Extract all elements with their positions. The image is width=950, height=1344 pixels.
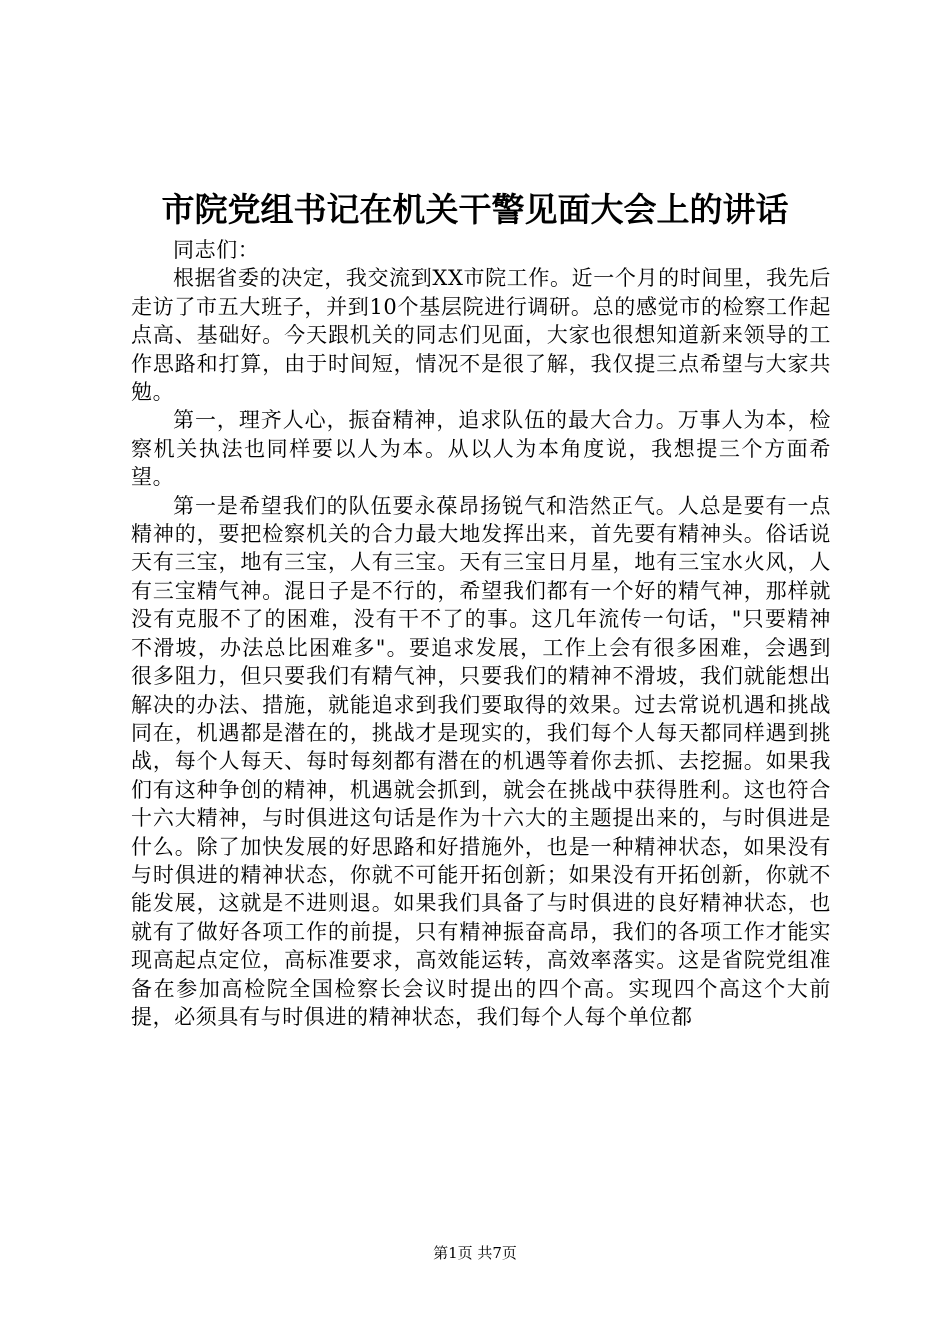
document-title: 市院党组书记在机关干警见面大会上的讲话 xyxy=(161,190,789,229)
paragraph-1: 根据省委的决定，我交流到XX市院工作。近一个月的时间里，我先后走访了市五大班子，并到10个基层院进行调研。总的感觉市的检察工作起点高、基础好。今天跟机关的同志们见面，大家也很想知道新来领导的工作思路和打算，由于时间短，情况不是很了解，我仅提三点希望与大家共勉。 xyxy=(131,266,831,405)
paragraph-2: 第一，理齐人心，振奋精神，追求队伍的最大合力。万事人为本，检察机关执法也同样要以人为本。从以人为本角度说，我想提三个方面希望。 xyxy=(131,408,831,490)
page-footer: 第1页 共7页 xyxy=(433,1244,517,1262)
salutation: 同志们： xyxy=(173,238,260,262)
document-body xyxy=(131,236,831,1031)
paragraph-3: 第一是希望我们的队伍要永葆昂扬锐气和浩然正气。人总是要有一点精神的，要把检察机关的合力最大地发挥出来，首先要有精神头。俗话说天有三宝，地有三宝，人有三宝。天有三宝日月星，地有三宝水火风，人有三宝精气神。混日子是不行的，希望我们都有一个好的精气神，那样就没有克服不了的困难，没有干不了的事。这几年流传一句话，"只要精神不滑坡，办法总比困难多"。要追求发展，工作上会有很多困难，会遇到很多阻力，但只要我们有精气神，只要我们的精神不滑坡，我们就能想出解决的办法、措施，就能追求到我们要取得的效果。过去常说机遇和挑战同在，机遇都是潜在的，挑战才是现实的，我们每个人每天都同样遇到挑战，每个人每天、每时每刻都有潜在的机遇等着你去抓、去挖掘。如果我们有这种争创的精神，机遇就会抓到，就会在挑战中获得胜利。这也符合十六大精神，与时俱进这句话是作为十六大的主题提出来的，与时俱进是什么。除了加快发展的好思路和好措施外，也是一种精神状态，如果没有与时俱进的精神状态，你就不可能开拓创新；如果没有开拓创新，你就不能发展，这就是不进则退。如果我们具备了与时俱进的良好精神状态，也就有了做好各项工作的前提，只有精神振奋高昂，我们的各项工作才能实现高起点定位，高标准要求，高效能运转，高效率落实。这是省院党组准备在参加高检院全国检察长会议时提出的四个高。实现四个高这个大前提，必须具有与时俱进的精神状态，我们每个人每个单位都 xyxy=(131,493,831,1029)
